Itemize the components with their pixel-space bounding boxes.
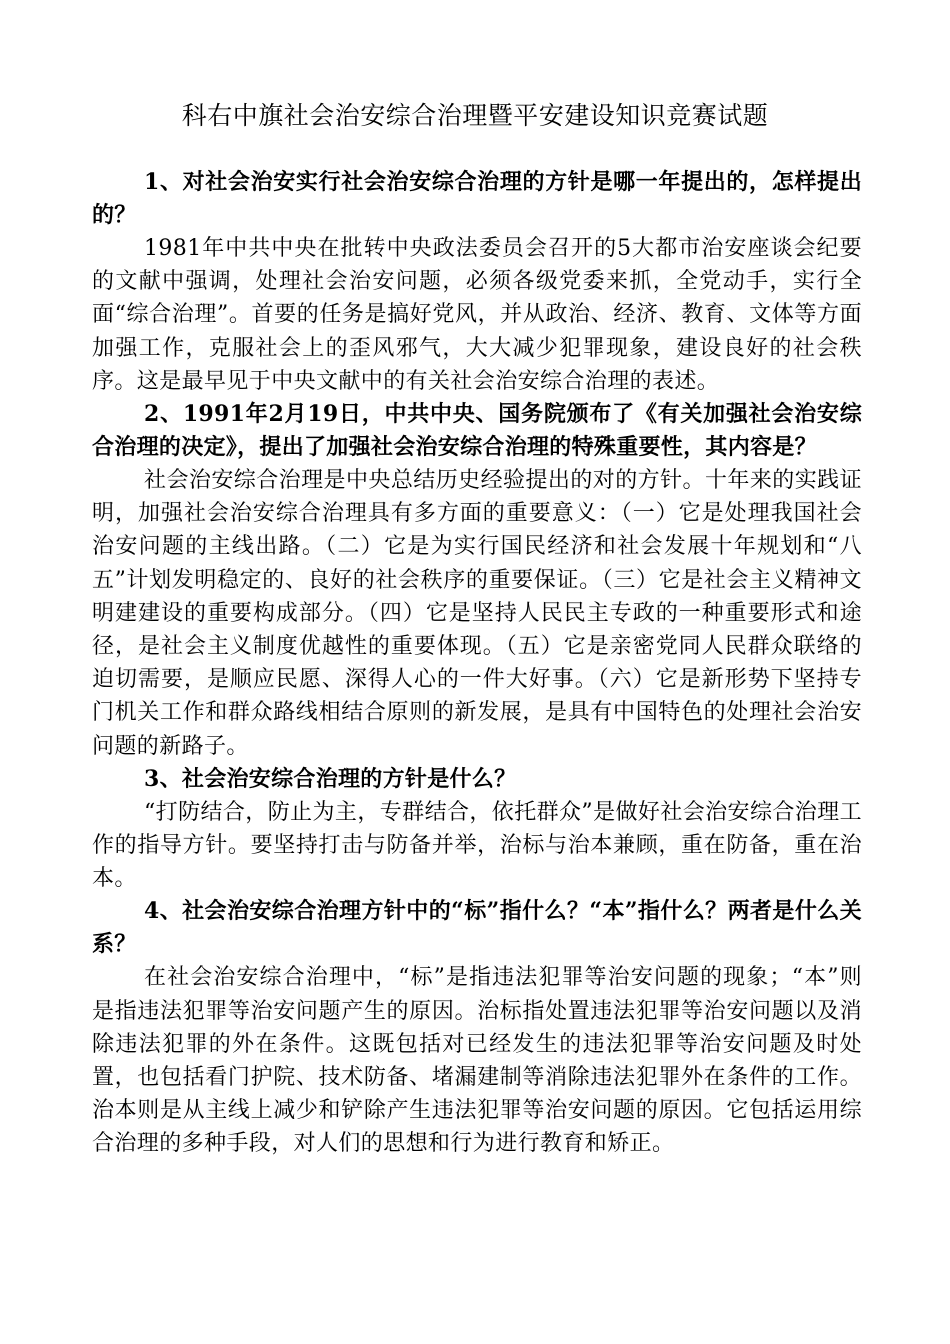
document-body (92, 166, 862, 1161)
question-4: 4、社会治安综合治理方针中的“标”指什么？“本”指什么？两者是什么关系？ (92, 898, 862, 958)
question-1: 1、对社会治安实行社会治安综合治理的方针是哪一年提出的，怎样提出的？ (92, 169, 862, 228)
answer-4: 在社会治安综合治理中，“标”是指违法犯罪等治安问题的现象；“本”则是指违法犯罪等治安问题产生的原因。治标指处置违法犯罪等治安问题以及消除违法犯罪的外在条件。这既包括对已经发生的违法犯罪等治安问题及时处置，也包括看门护院、技术防备、堵漏建制等消除违法犯罪外在条件的工作。治本则是从主线上减少和铲除产生违法犯罪等治安问题的原因。它包括运用综合治理的多种手段，对人们的思想和行为进行教育和矫正。 (92, 965, 862, 1157)
answer-1: 1981年中共中央在批转中央政法委员会召开的5大都市治安座谈会纪要的文献中强调，处理社会治安问题，必须各级党委来抓，全党动手，实行全面“综合治理”。首要的任务是搞好党风，并从政治、经济、教育、文体等方面加强工作，克服社会上的歪风邪气，大大减少犯罪现象，建设良好的社会秩序。这是最早见于中央文献中的有关社会治安综合治理的表述。 (92, 236, 862, 394)
document-title: 科右中旗社会治安综合治理暨平安建设知识竞赛试题 (181, 101, 769, 130)
answer-2: 社会治安综合治理是中央总结历史经验提出的对的方针。十年来的实践证明，加强社会治安综合治理具有多方面的重要意义：（一）它是处理我国社会治安问题的主线出路。（二）它是为实行国民经济和社会发展十年规划和“八五”计划发明稳定的、良好的社会秩序的重要保证。（三）它是社会主义精神文明建建设的重要构成部分。（四）它是坚持人民民主专政的一种重要形式和途径，是社会主义制度优越性的重要体现。（五）它是亲密党同人民群众联络的迫切需要，是顺应民愿、深得人心的一件大好事。（六）它是新形势下坚持专门机关工作和群众路线相结合原则的新发展，是具有中国特色的处理社会治安问题的新路子。 (92, 468, 862, 759)
question-3: 3、社会治安综合治理的方针是什么？ (144, 765, 517, 792)
qa-item-4 (92, 895, 862, 1160)
question-2: 2、1991年2月19日，中共中央、国务院颁布了《有关加强社会治安综合治理的决定》，提出了加强社会治安综合治理的特殊重要性，其内容是？ (92, 401, 862, 461)
answer-3: “打防结合，防止为主，专群结合，依托群众”是做好社会治安综合治理工作的指导方针。要坚持打击与防备并举，治标与治本兼顾，重在防备，重在治本。 (92, 799, 862, 892)
qa-item-2 (92, 398, 862, 763)
qa-item-3 (92, 763, 862, 896)
qa-item-1 (92, 166, 862, 398)
